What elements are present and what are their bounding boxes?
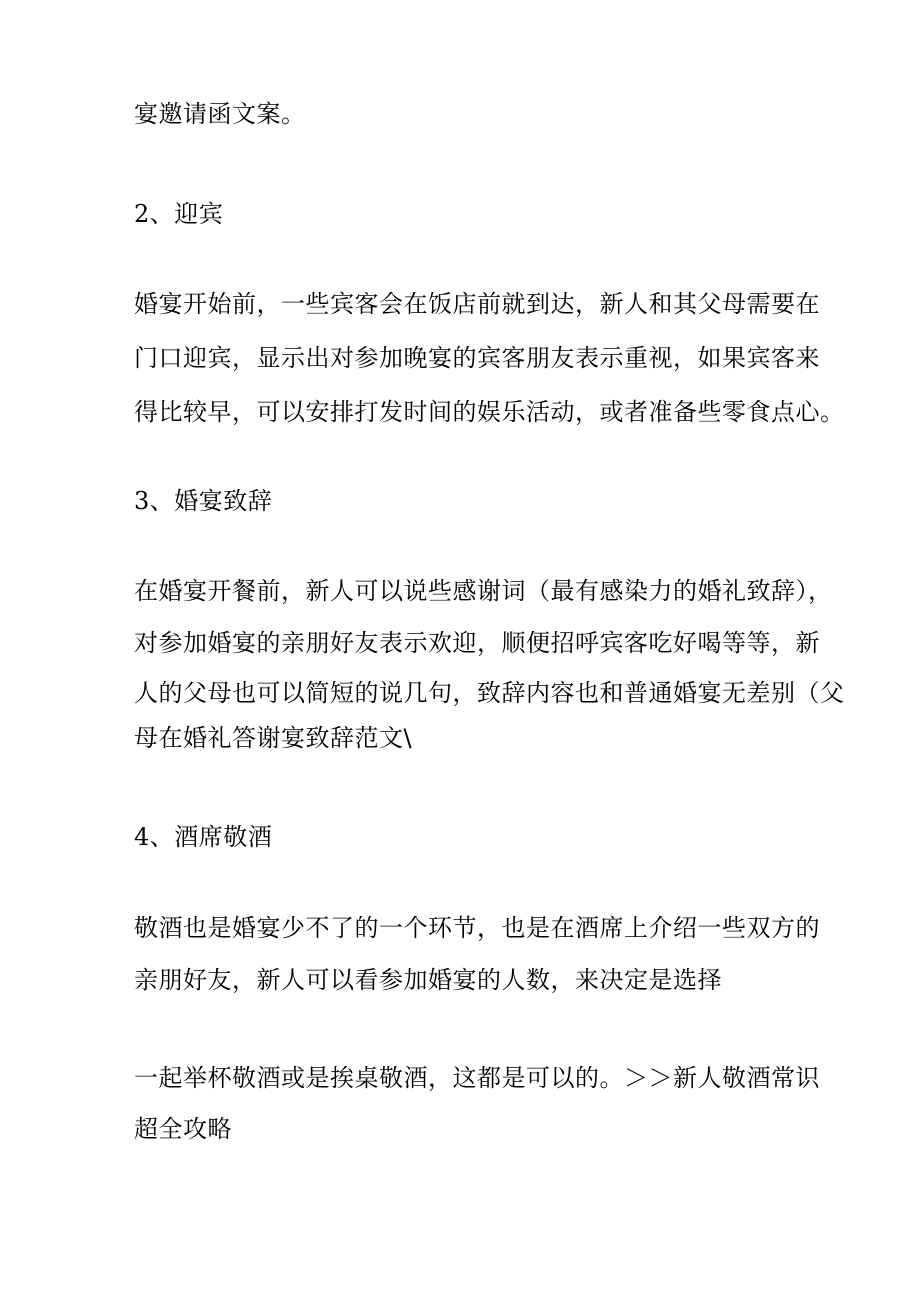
section-heading-welcome: 2、迎宾 — [134, 200, 224, 228]
paragraph-line: 超全攻略 — [134, 1115, 232, 1143]
section-heading-speech: 3、婚宴致辞 — [134, 487, 273, 515]
paragraph-line: 亲朋好友，新人可以看参加婚宴的人数，来决定是选择 — [134, 966, 722, 994]
paragraph-line: 人的父母也可以简短的说几句，致辞内容也和普通婚宴无差别（父 — [134, 679, 845, 707]
paragraph-line: 得比较早，可以安排打发时间的娱乐活动，或者准备些零食点心。 — [134, 398, 845, 426]
paragraph-line: 对参加婚宴的亲朋好友表示欢迎，顺便招呼宾客吃好喝等等，新 — [134, 629, 820, 657]
paragraph-line: 母在婚礼答谢宴致辞范文\ — [134, 724, 413, 752]
paragraph-line: 敬酒也是婚宴少不了的一个环节，也是在酒席上介绍一些双方的 — [134, 914, 820, 942]
paragraph-line: 婚宴开始前，一些宾客会在饭店前就到达，新人和其父母需要在 — [134, 290, 820, 318]
paragraph-line: 在婚宴开餐前，新人可以说些感谢词（最有感染力的婚礼致辞）， — [134, 577, 833, 605]
paragraph-line: 门口迎宾，显示出对参加晚宴的宾客朋友表示重视，如果宾客来 — [134, 344, 820, 372]
paragraph-line: 宴邀请函文案。 — [134, 100, 306, 128]
section-heading-toast: 4、酒席敬酒 — [134, 823, 273, 851]
paragraph-line: 一起举杯敬酒或是挨桌敬酒，这都是可以的。＞＞新人敬酒常识 — [134, 1064, 820, 1092]
